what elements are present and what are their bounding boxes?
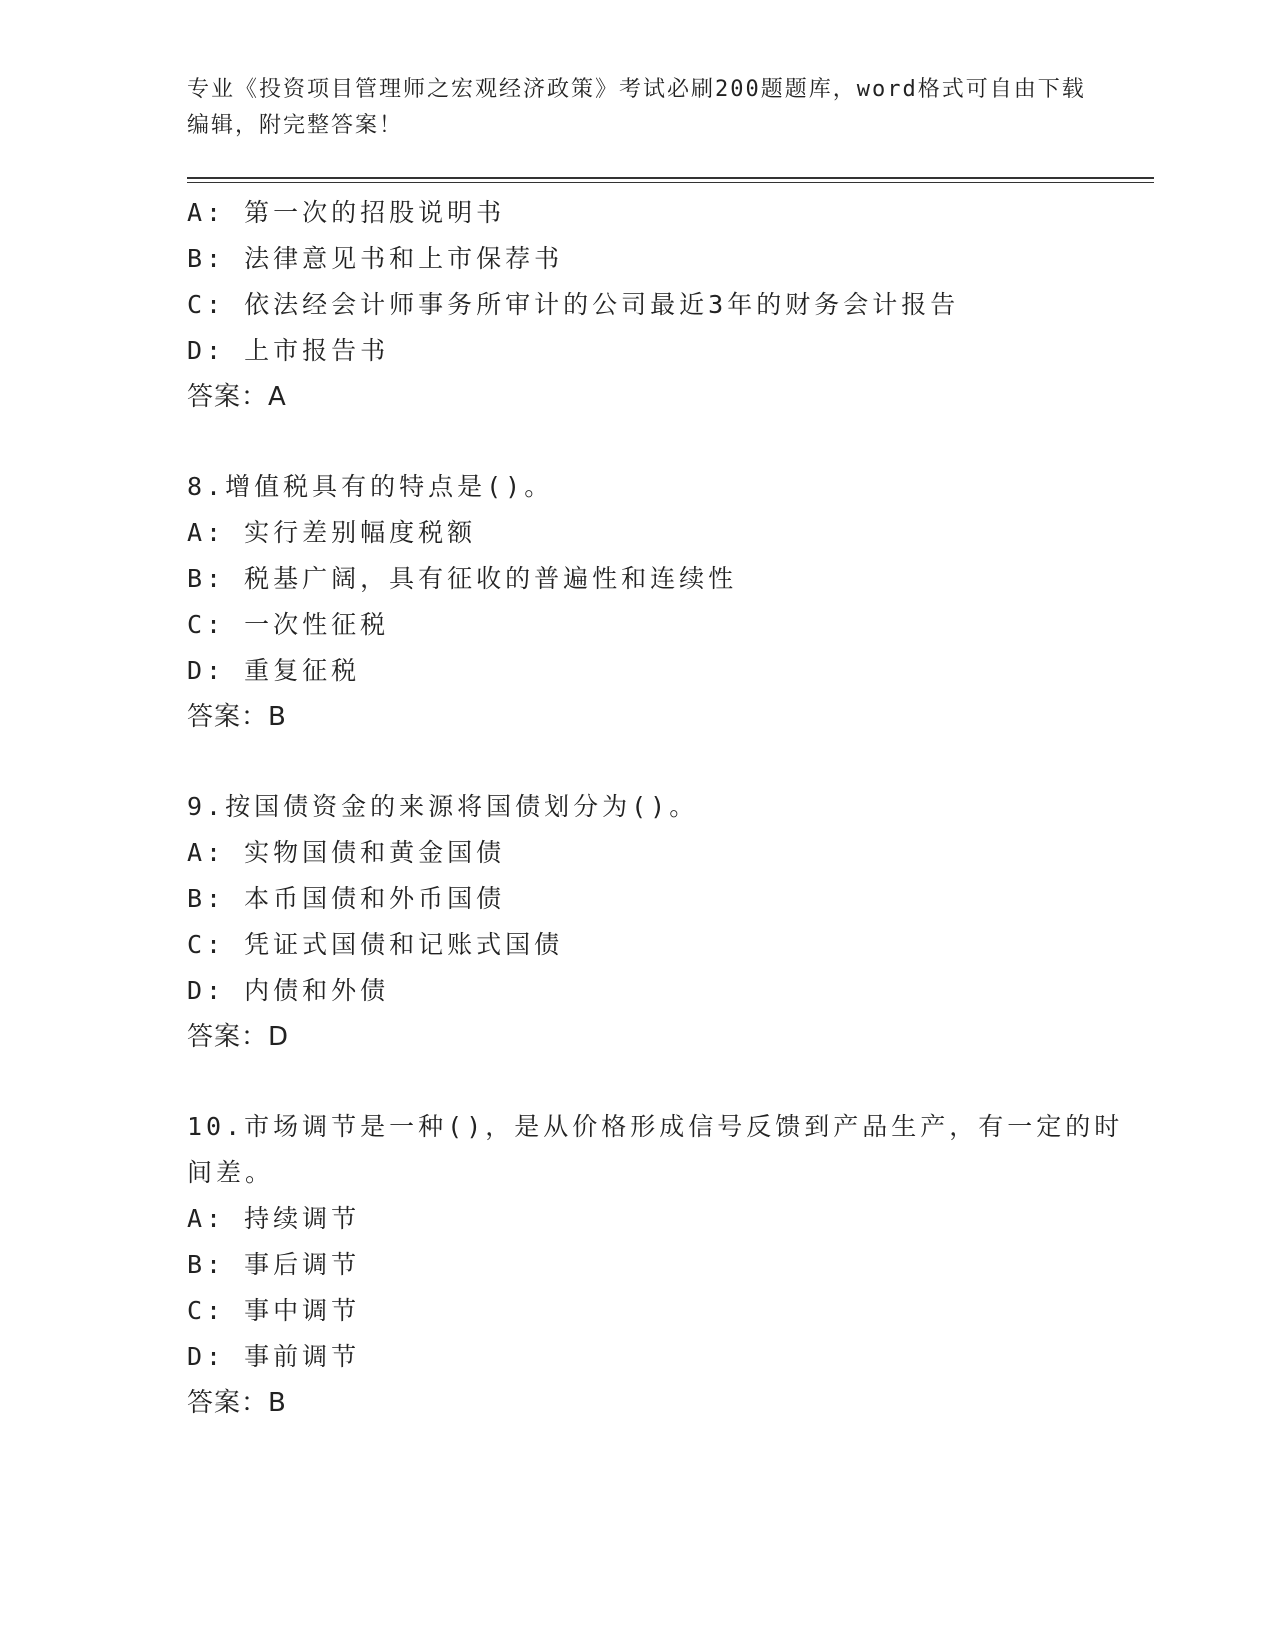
option-d: D: 重复征税 <box>187 656 361 685</box>
option-c: C: 凭证式国债和记账式国债 <box>187 930 564 959</box>
option-b: B: 本币国债和外币国债 <box>187 884 506 913</box>
question-block-8 <box>187 464 1147 740</box>
question-list <box>187 190 1147 1426</box>
option-a: A: 第一次的招股说明书 <box>187 198 506 227</box>
option-d: D: 内债和外债 <box>187 976 390 1005</box>
option-a: A: 持续调节 <box>187 1204 361 1233</box>
question-text: 10.市场调节是一种()，是从价格形成信号反馈到产品生产，有一定的时间差。 <box>187 1112 1124 1187</box>
answer-line: 答案：B <box>187 1388 287 1418</box>
option-c: C: 依法经会计师事务所审计的公司最近3年的财务会计报告 <box>187 290 960 319</box>
answer-line: 答案：A <box>187 382 287 412</box>
answer-line: 答案：B <box>187 702 287 732</box>
question-text: 9.按国债资金的来源将国债划分为()。 <box>187 792 699 821</box>
question-block-9 <box>187 784 1147 1060</box>
document-header: 专业《投资项目管理师之宏观经济政策》考试必刷200题题库，word格式可自由下载编辑，附完整答案！ <box>187 77 1086 138</box>
question-text: 8.增值税具有的特点是()。 <box>187 472 554 501</box>
question-block-10 <box>187 1104 1147 1426</box>
option-d: D: 事前调节 <box>187 1342 361 1371</box>
option-a: A: 实行差别幅度税额 <box>187 518 477 547</box>
option-c: C: 一次性征税 <box>187 610 390 639</box>
header-rule <box>187 177 1154 179</box>
option-b: B: 法律意见书和上市保荐书 <box>187 244 564 273</box>
header-rule-thin <box>187 182 1154 183</box>
option-a: A: 实物国债和黄金国债 <box>187 838 506 867</box>
option-b: B: 税基广阔，具有征收的普遍性和连续性 <box>187 564 738 593</box>
answer-line: 答案：D <box>187 1022 290 1052</box>
question-block-7 <box>187 190 1147 420</box>
option-c: C: 事中调节 <box>187 1296 361 1325</box>
option-b: B: 事后调节 <box>187 1250 361 1279</box>
option-d: D: 上市报告书 <box>187 336 390 365</box>
